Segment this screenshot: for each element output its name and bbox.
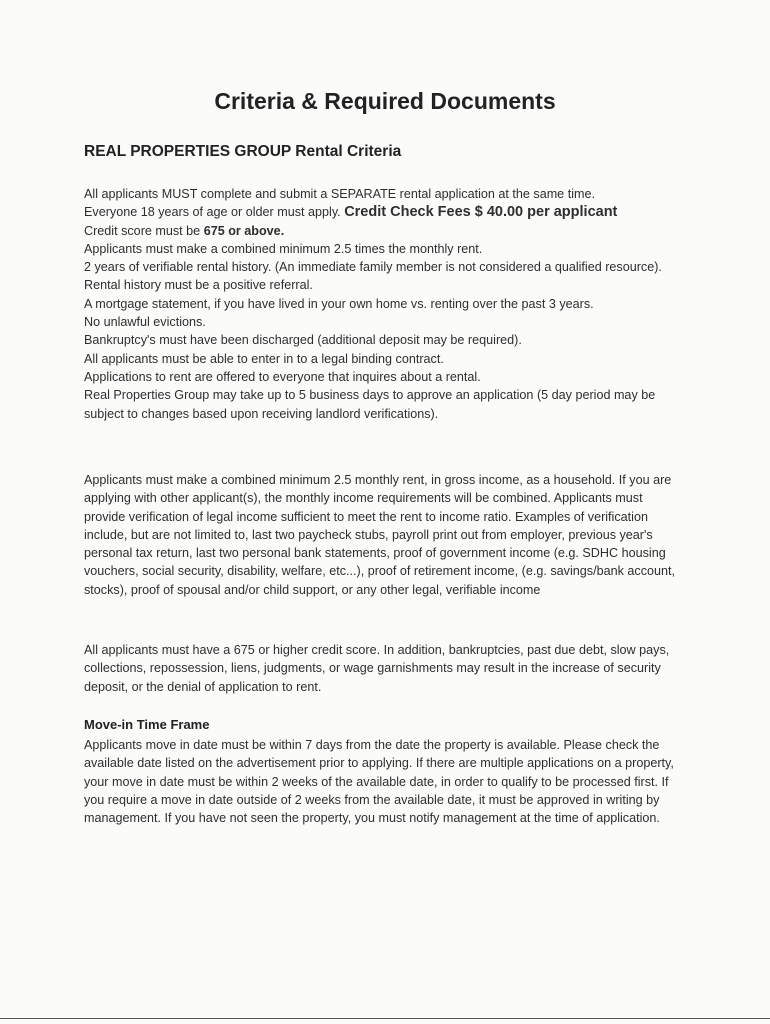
criteria-line: Bankruptcy's must have been discharged (additional deposit may be required). — [84, 333, 522, 348]
rental-criteria-list — [84, 185, 684, 423]
criteria-line: All applicants MUST complete and submit a SEPARATE rental application at the same time. — [84, 187, 595, 201]
move-in-paragraph — [84, 736, 684, 827]
page-title: Criteria & Required Documents — [214, 88, 556, 114]
criteria-text: Credit score must be — [84, 223, 201, 238]
criteria-line: A mortgage statement, if you have lived in your own home vs. renting over the past 3 years. — [84, 296, 594, 311]
criteria-line: Applications to rent are offered to everyone that inquires about a rental. — [84, 369, 481, 384]
credit-score-requirement: 675 or above. — [203, 223, 285, 238]
criteria-line — [84, 222, 684, 240]
income-requirements-paragraph — [84, 471, 684, 599]
section-heading-rental-criteria: REAL PROPERTIES GROUP Rental Criteria — [84, 143, 402, 160]
criteria-line: Applicants must make a combined minimum 2.5 times the monthly rent. — [84, 241, 483, 256]
move-in-text: Applicants move in date must be within 7 days from the date the property is available. Please check the available date listed on the advertisement prior to applying. If there are multiple applications on a property, your move in date must be within 2 weeks of the available date, in order to qualify to be processed first. If you require a move in date outside of 2 weeks from the available date, it must be approved in writing by management. If you have not seen the property, you must notify management at the time of application. — [84, 738, 674, 826]
criteria-line — [84, 203, 684, 221]
income-text: Applicants must make a combined minimum 2.5 monthly rent, in gross income, as a household. If you are applying with other applicant(s), the monthly income requirements will be combined. Applicants must provide verification of legal income sufficient to meet the rent to income ratio. Examples of verification include, but are not limited to, last two paycheck stubs, payroll print out from employer, previous year's personal tax return, last two personal bank statements, proof of government income (e.g. SDHC housing vouchers, social security, disability, welfare, etc...), proof of retirement income, (e.g. savings/bank account, stocks), proof of spousal and/or child support, or any other legal, verifiable income — [84, 473, 675, 597]
criteria-line: Real Properties Group may take up to 5 business days to approve an application (5 day period may be subject to changes based upon receiving landlord verifications). — [84, 388, 656, 421]
credit-text: All applicants must have a 675 or higher credit score. In addition, bankruptcies, past due debt, slow pays, collections, repossession, liens, judgments, or wage garnishments may result in the increase of security deposit, or the denial of application to rent. — [84, 643, 670, 694]
criteria-text: Everyone 18 years of age or older must apply. — [84, 205, 341, 220]
criteria-line: No unlawful evictions. — [84, 315, 206, 330]
criteria-line: Rental history must be a positive referral. — [84, 278, 313, 293]
page-bottom-edge — [0, 1018, 770, 1019]
criteria-line: 2 years of verifiable rental history. (An immediate family member is not considered a qualified resource). — [84, 260, 662, 275]
credit-check-fee: Credit Check Fees $ 40.00 per applicant — [344, 204, 618, 221]
criteria-line: All applicants must be able to enter in to a legal binding contract. — [84, 351, 444, 366]
credit-requirements-paragraph — [84, 641, 684, 696]
section-heading-move-in: Move-in Time Frame — [84, 717, 210, 732]
